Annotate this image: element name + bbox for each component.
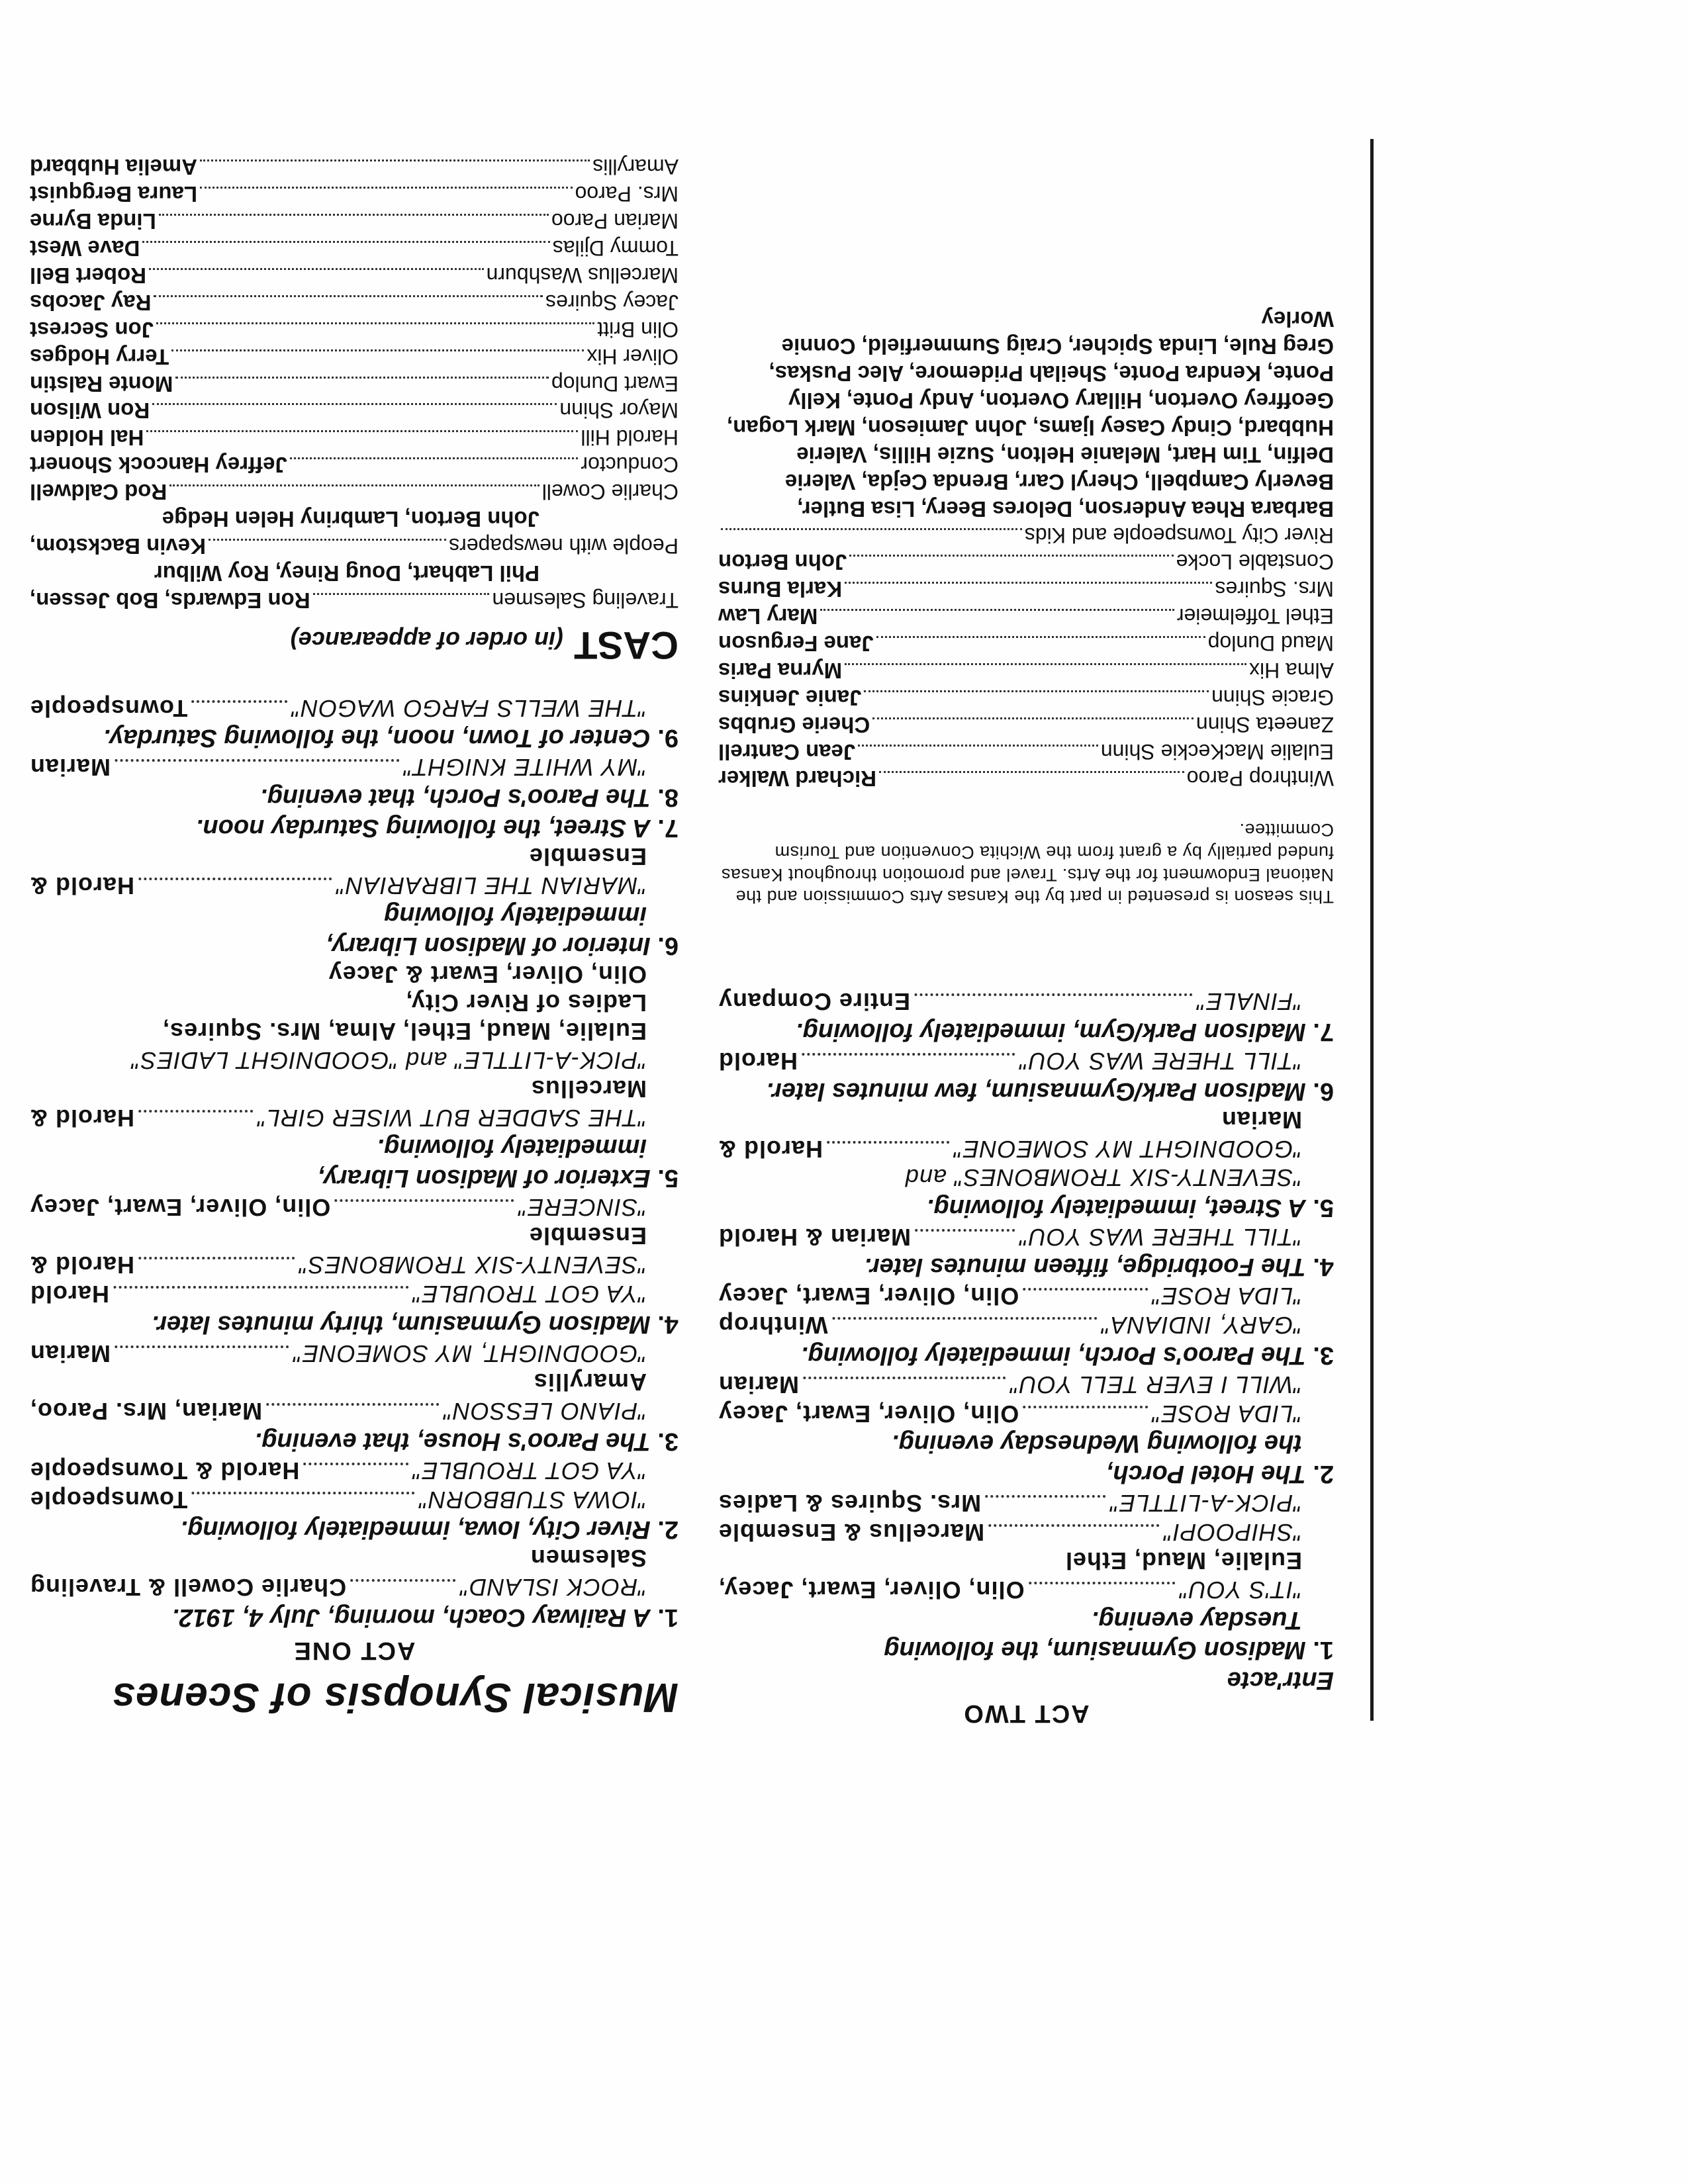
song-row (30, 752, 679, 782)
role-name: Ethel Toffelmeier (1176, 604, 1334, 629)
song-row (30, 1103, 679, 1132)
song-row (718, 987, 1334, 1017)
actor-name: Monte Ralstin (30, 371, 173, 396)
dot-leader (334, 1199, 514, 1202)
dot-leader (858, 745, 1098, 747)
song-performers: Olin, Oliver, Ewart, Jacey (718, 1400, 1019, 1428)
scene-heading (30, 782, 679, 812)
actor-name: Karla Burns (718, 577, 843, 602)
song-row (30, 1250, 679, 1279)
scene-setting: The Footbridge, fifteen minutes later. (864, 1253, 1306, 1281)
song-performers: Mrs. Squires & Ladies (718, 1490, 982, 1518)
actor-name: Myrna Paris (718, 658, 843, 683)
song-title: "WILL I EVER TELL YOU" (1009, 1371, 1302, 1398)
actor-name: Ron Edwards, Bob Jessen, (30, 588, 310, 613)
song-row (30, 694, 679, 723)
song-title: "MY WHITE KNIGHT" (403, 754, 647, 782)
role-name: Conductor (581, 453, 679, 477)
scene-heading (30, 812, 679, 842)
cast-row (30, 316, 679, 343)
actor-name: Laura Bergquist (30, 182, 198, 207)
song-performers-cont: Olin, Oliver, Ewart & Jacey (328, 961, 647, 989)
cast-row (718, 738, 1334, 765)
scene-setting: The Paroo's House, that evening. (254, 1427, 651, 1455)
scene-setting: Madison Gymnasium, the following (884, 1636, 1306, 1664)
dot-leader (138, 878, 332, 880)
vertical-rule (1370, 139, 1374, 1721)
townspeople-list: Barbara Rhea Anderson, Delores Beery, Lisa Butler, Beverly Campbell, Cheryl Carr, Brenda Cejda, Valerie Delfin, Tim Hart, Melanie Helton, Suzie Hillis, Valerie Hubbard, Cindy Casey Ijams, John Jamieson, Mark Logan, Geoffrey Overton, Hillary Overton, Andy Ponte, Kelly Ponte, Kendra Ponte, Sheilah Pridemore, Alec Puskas, Greg Rule, Linda Spicher, Craig Summerfield, Connie Worley (727, 307, 1334, 522)
role-name: Traveling Salesmen (492, 588, 679, 612)
song-title: "IOWA STUBBORN" (418, 1486, 647, 1514)
dot-leader (115, 759, 399, 762)
song-row (718, 1046, 1334, 1075)
cast-row (30, 343, 679, 370)
song-row (30, 1279, 679, 1308)
dot-leader (849, 555, 1173, 557)
scene-heading (30, 1162, 679, 1193)
role-name: Mayor Shinn (559, 398, 679, 423)
page-title: Musical Synopsis of Scenes (111, 1674, 679, 1720)
song-performers-cont: Amaryllis (533, 1369, 647, 1396)
cast-row (30, 532, 679, 559)
scene-setting-cont: immediately following (384, 901, 647, 930)
scene-heading (718, 1017, 1334, 1047)
dot-leader (872, 717, 1194, 719)
song-performers: Harold & (30, 1104, 135, 1132)
song-row (30, 1193, 679, 1222)
scene-number: 3. (650, 1427, 679, 1455)
song-performers: Harold & (30, 1251, 135, 1279)
scene-number: 6. (650, 931, 679, 960)
actor-name: Mary Law (718, 604, 818, 629)
song-row (718, 1310, 1334, 1340)
song-title: "SINCERE" (518, 1194, 647, 1222)
scene-number: 7. (1305, 1018, 1334, 1046)
act-two-heading: ACT TWO (962, 1700, 1090, 1727)
scene-setting: River City, Iowa, immediately following. (180, 1516, 651, 1544)
dot-leader (1023, 1288, 1147, 1291)
song-performers: Marian (30, 754, 111, 782)
act-one-heading: ACT ONE (293, 1637, 416, 1664)
actor-name: Ron Wilson (30, 398, 150, 424)
cast-row (718, 711, 1334, 738)
cast-row (30, 180, 679, 207)
cast-row (30, 370, 679, 397)
dot-leader (169, 484, 539, 486)
role-name: Mrs. Paroo (575, 182, 679, 206)
cast-title: CAST (574, 623, 679, 666)
song-title: "FINALE" (1196, 988, 1302, 1016)
song-performers-cont: Salesmen (530, 1545, 647, 1572)
dot-leader (113, 1286, 408, 1289)
song-performers: Townspeople (30, 694, 188, 722)
song-row (718, 1163, 1334, 1192)
role-name: People with newspapers (449, 533, 679, 558)
song-title: "YA GOT TROUBLE" (412, 1281, 647, 1308)
dot-leader (1029, 1582, 1176, 1584)
song-performers: Harold (30, 1281, 110, 1308)
song-title: "SEVENTY-SIX TROMBONES" and (904, 1164, 1302, 1192)
cast-row (30, 397, 679, 424)
scene-setting: Madison Gymnasium, thirty minutes later. (151, 1310, 651, 1338)
song-title: "GOODNIGHT MY SOMEONE" (953, 1135, 1302, 1163)
song-performers-cont: Ensemble (528, 842, 647, 870)
song-row (30, 1396, 679, 1426)
song-title: "LIDA ROSE" (1151, 1283, 1302, 1310)
scene-setting-cont: immediately following. (377, 1134, 647, 1162)
scene-number: 2. (650, 1516, 679, 1544)
act-one-scenes (30, 694, 679, 1632)
song-performers: Harold & (30, 872, 135, 899)
role-name: Constable Locke (1176, 550, 1334, 574)
scene-number: 8. (650, 783, 679, 811)
scene-heading (30, 1602, 679, 1632)
cast-row (30, 153, 679, 180)
song-title: "THE SADDER BUT WISER GIRL" (257, 1104, 647, 1132)
actor-name: Linda Byrne (30, 209, 156, 234)
dot-leader (915, 1229, 1015, 1232)
scene-heading (30, 1426, 679, 1456)
song-title: "YA GOT TROUBLE" (412, 1457, 647, 1484)
song-row (30, 1485, 679, 1514)
song-row (30, 1046, 679, 1075)
role-name: Zaneeta Shinn (1196, 712, 1334, 737)
actor-name: Amelia Hubbard (30, 155, 198, 180)
song-row (718, 1134, 1334, 1163)
song-performers: Marcellus & Ensemble (718, 1519, 985, 1547)
role-name: Ewart Dunlop (551, 371, 679, 396)
cast-list-continued (718, 522, 1334, 792)
dot-leader (802, 1053, 1015, 1056)
cast-row (718, 629, 1334, 657)
cast-row (30, 424, 679, 451)
song-title: "IT'S YOU" (1179, 1576, 1302, 1604)
actor-name: Terry Hodges (30, 344, 169, 369)
song-performers: Olin, Oliver, Ewart, Jacey, (718, 1576, 1025, 1604)
dot-leader (209, 539, 446, 541)
role-name: Winthrop Paroo (1186, 766, 1334, 791)
dot-leader (266, 1403, 439, 1406)
song-performers: Charlie Cowell & Traveling (30, 1574, 347, 1602)
scene-setting: A Railway Coach, morning, July 4, 1912. (171, 1604, 651, 1631)
actor-name: Rod Caldwell (30, 480, 167, 505)
song-performers: Winthrop (718, 1312, 828, 1340)
song-title: "SHIPOOPI" (1163, 1519, 1302, 1547)
actor-name: Jane Ferguson (718, 631, 874, 656)
song-row (718, 1370, 1334, 1399)
actor-name-cont: John Berton, Lambriny Helen Hedge (162, 507, 539, 532)
role-name: Marian Paroo (551, 209, 679, 234)
cast-row (30, 207, 679, 234)
dot-leader (154, 295, 543, 297)
cast-row (718, 575, 1334, 602)
scene-number: 1. (1305, 1636, 1334, 1664)
dot-leader (171, 349, 584, 351)
dot-leader (191, 700, 287, 703)
song-row (718, 1518, 1334, 1547)
song-performers: Marian & Harold (718, 1223, 912, 1251)
scene-number: 2. (1305, 1460, 1334, 1488)
dot-leader (290, 457, 579, 459)
song-performers: Olin, Oliver, Ewart, Jacey (30, 1194, 331, 1222)
actor-name: Dave West (30, 236, 140, 261)
dot-leader (115, 1345, 289, 1348)
dot-leader (138, 1110, 253, 1113)
role-name: Amaryllis (592, 155, 679, 179)
funding-note: This season is presented in part by the Kansas Arts Commission and the National Endowment for the Arts. Travel and promotion throughout Kansas funded partially by a grant from the Wichita Convention and Tourism Committee. (721, 820, 1334, 907)
dot-leader (200, 187, 572, 189)
role-name: Olin Britt (597, 317, 679, 341)
entracte: Entr'acte (1227, 1666, 1334, 1694)
scene-heading (718, 1251, 1334, 1282)
dot-leader (175, 377, 549, 379)
scene-number: 5. (650, 1164, 679, 1193)
scene-number: 9. (650, 724, 679, 752)
scene-setting: Madison Park/Gym, immediately following. (796, 1018, 1306, 1046)
dot-leader (146, 430, 578, 432)
role-name: Oliver Hix (586, 344, 679, 369)
actor-name: Ray Jacobs (30, 290, 152, 315)
dot-leader (988, 1524, 1159, 1527)
scene-setting: Exterior of Madison Library, (317, 1164, 651, 1193)
actor-name: Cherie Grubbs (718, 712, 870, 737)
cast-row (30, 586, 679, 614)
scene-setting: A Street, immediately following. (926, 1193, 1306, 1222)
song-row (718, 1575, 1334, 1604)
dot-leader (156, 322, 594, 324)
role-name: Jacey Squires (545, 290, 679, 314)
dot-leader (152, 403, 557, 405)
dot-leader (864, 690, 1209, 692)
actor-name: Janie Jenkins (718, 685, 862, 710)
role-name: Maud Dunlop (1207, 631, 1334, 655)
song-title: "PICK-A-LITTLE" (1109, 1490, 1302, 1518)
scene-heading (718, 1192, 1334, 1222)
dot-leader (159, 214, 549, 216)
actor-name: Richard Walker (718, 766, 877, 792)
dot-leader (350, 1579, 455, 1582)
actor-name: Hal Holden (30, 426, 144, 451)
song-performers-cont: Eulalie, Maud, Ethel (1064, 1547, 1302, 1575)
scene-heading (30, 1514, 679, 1545)
song-title: "THE WELLS FARGO WAGON" (291, 694, 647, 722)
scene-number: 4. (650, 1310, 679, 1338)
song-title: "TILL THERE WAS YOU" (1019, 1048, 1302, 1075)
cast-list (30, 153, 679, 613)
song-performers-cont: Ensemble (528, 1222, 647, 1250)
scene-setting: Interior of Madison Library, (326, 931, 651, 960)
cast-heading (30, 623, 679, 667)
actor-name: Jeffrey Hancock Shonert (30, 453, 287, 478)
dot-leader (138, 1257, 295, 1259)
actor-name-cont: Phil Labhart, Doug Riney, Roy Wilbur (154, 561, 539, 586)
cast-row (718, 548, 1334, 575)
song-title: "GARY, INDIANA" (1101, 1312, 1302, 1340)
right-column (30, 153, 679, 1721)
scene-heading (718, 1458, 1334, 1488)
dot-leader (142, 241, 549, 243)
actor-name: Jean Cantrell (718, 739, 856, 764)
song-performers: Townspeople (30, 1486, 188, 1514)
dot-leader (1023, 1406, 1147, 1408)
dot-leader (149, 268, 484, 270)
dot-leader (200, 159, 590, 161)
role-name: Marcellus Washburn (486, 263, 679, 287)
scene-heading (30, 930, 679, 960)
scene-setting-cont: Tuesday evening. (1091, 1606, 1302, 1634)
song-row (718, 1222, 1334, 1251)
song-title: "SEVENTY-SIX TROMBONES" (299, 1251, 647, 1279)
scene-heading (30, 1308, 679, 1339)
dot-leader (879, 772, 1184, 774)
scene-setting: Madison Park/Gymnasium, few minutes later. (766, 1077, 1306, 1105)
song-title: "LIDA ROSE" (1151, 1400, 1302, 1428)
scene-number: 3. (1305, 1341, 1334, 1369)
song-performers-cont: Eulalie, Maud, Ethel, Alma, Mrs. Squires, (162, 1018, 647, 1046)
role-name: River City Townspeople and Kids (1024, 523, 1334, 548)
song-row (718, 1399, 1334, 1428)
song-performers: Harold & (718, 1135, 823, 1163)
dot-leader (820, 609, 1174, 611)
cast-row (30, 478, 679, 505)
scene-heading (718, 1075, 1334, 1106)
actor-name: Kevin Backstom, (30, 533, 206, 559)
role-name: Eulalie MacKeckie Shinn (1100, 739, 1334, 764)
scene-setting: The Paroo's Porch, that evening. (260, 783, 651, 811)
song-performers: Marian (718, 1371, 800, 1398)
song-row (30, 871, 679, 900)
dot-leader (803, 1377, 1006, 1379)
dot-leader (845, 582, 1212, 584)
song-performers-cont: Ladies of River City, (405, 989, 647, 1017)
dot-leader (721, 528, 1022, 530)
role-name: Tommy Djilas (552, 236, 679, 260)
role-name: Harold Hill (581, 426, 679, 450)
actor-name: Robert Bell (30, 263, 147, 288)
song-performers-cont: Marcellus (530, 1075, 647, 1103)
song-title: "GOODNIGHT, MY SOMEONE" (293, 1340, 647, 1367)
role-name: Alma Hix (1248, 658, 1334, 682)
cast-row (30, 289, 679, 316)
scene-number: 1. (650, 1604, 679, 1631)
song-row (30, 1339, 679, 1368)
cast-subtitle: (in order of appearance) (290, 626, 563, 654)
scene-setting: Center of Town, noon, the following Saturday. (103, 724, 651, 752)
song-title: "ROCK ISLAND" (459, 1574, 647, 1602)
song-performers: Olin, Oliver, Ewart, Jacey (718, 1283, 1019, 1310)
cast-row (30, 451, 679, 478)
dot-leader (827, 1141, 949, 1144)
scene-number: 4. (1305, 1253, 1334, 1281)
scene-setting-cont: the following Wednesday evening. (891, 1430, 1302, 1458)
cast-row (30, 261, 679, 289)
song-row (718, 1488, 1334, 1518)
scene-number: 6. (1305, 1077, 1334, 1105)
song-title: "TILL THERE WAS YOU" (1019, 1223, 1302, 1251)
scene-setting: The Paroo's Porch, immediately following. (800, 1341, 1306, 1369)
cast-row (718, 602, 1334, 629)
scene-setting: A Street, the following Saturday noon. (195, 813, 651, 842)
song-performers: Harold & Townspeople (30, 1457, 300, 1484)
song-title: "PICK-A-LITTLE" and "GOODNIGHT LADIES" (130, 1046, 647, 1074)
dot-leader (845, 663, 1246, 665)
cast-row (30, 234, 679, 261)
song-row (30, 1572, 679, 1602)
dot-leader (914, 994, 1192, 997)
song-performers: Marian, Mrs. Paroo, (30, 1398, 263, 1426)
role-name: Mrs. Squires (1215, 577, 1334, 602)
dot-leader (876, 636, 1205, 638)
actor-name: Jon Secrest (30, 317, 154, 342)
role-name: Charlie Cowell (541, 480, 679, 504)
dot-leader (985, 1495, 1105, 1498)
song-title: "PIANO LESSON" (443, 1398, 647, 1426)
dot-leader (303, 1463, 408, 1465)
left-column (718, 305, 1334, 1727)
song-performers: Harold (718, 1048, 798, 1075)
song-performers: Entire Company (718, 988, 911, 1016)
dot-leader (191, 1492, 414, 1494)
song-row (718, 1281, 1334, 1310)
scene-heading (30, 723, 679, 753)
song-row (30, 1456, 679, 1485)
song-performers-cont: Marian (1221, 1106, 1302, 1134)
scene-heading (718, 1340, 1334, 1370)
role-name: Gracie Shinn (1211, 685, 1334, 709)
song-performers: Marian (30, 1340, 111, 1367)
dot-leader (313, 593, 490, 595)
actor-name: John Berton (718, 550, 847, 575)
act-two-scenes (718, 987, 1334, 1665)
cast-row (718, 657, 1334, 684)
cast-row (718, 522, 1334, 549)
cast-row (718, 765, 1334, 792)
scene-setting: The Hotel Porch, (1105, 1460, 1306, 1488)
scene-number: 5. (1305, 1193, 1334, 1222)
scene-heading (718, 1635, 1334, 1665)
scene-number: 7. (650, 813, 679, 842)
song-title: "MARIAN THE LIBRARIAN" (336, 872, 647, 899)
dot-leader (832, 1317, 1097, 1320)
cast-row (718, 684, 1334, 711)
